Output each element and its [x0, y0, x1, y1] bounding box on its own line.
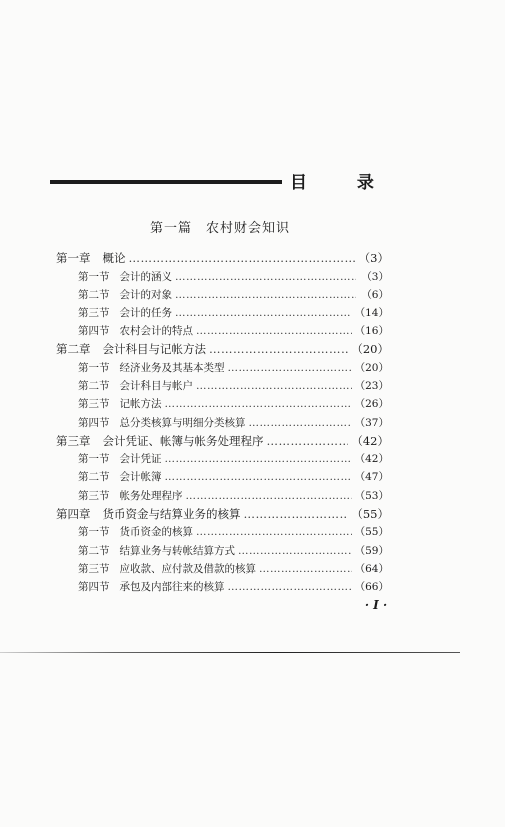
dot-leader	[228, 581, 352, 593]
toc-section-entry	[56, 415, 389, 433]
dot-leader	[175, 289, 356, 301]
toc-chapter-entry	[56, 506, 389, 525]
table-of-contents	[56, 250, 389, 597]
toc-chapter-entry	[56, 341, 389, 360]
page-reference: （53）	[354, 489, 389, 502]
section-number: 第二节	[78, 380, 110, 393]
toc-section-entry	[56, 269, 389, 287]
chapter-number: 第三章	[56, 433, 91, 448]
section-title: 会计的对象	[119, 288, 172, 301]
page-reference: （14）	[354, 306, 389, 319]
page-reference: （6）	[361, 288, 389, 301]
dot-leader	[259, 563, 352, 575]
section-number: 第一节	[78, 361, 110, 374]
section-number: 第三节	[78, 398, 110, 411]
dot-leader	[238, 545, 352, 557]
toc-section-entry	[56, 451, 389, 469]
chapter-title: 会计凭证、帐簿与帐务处理程序	[102, 433, 264, 448]
section-title: 应收款、应付款及借款的核算	[119, 562, 256, 575]
section-number: 第一节	[78, 453, 110, 466]
section-number: 第二节	[78, 544, 110, 557]
section-number: 第三节	[78, 489, 110, 502]
toc-chapter-entry	[56, 433, 389, 452]
section-number: 第一节	[78, 270, 110, 283]
heading-rule	[50, 180, 282, 184]
page-reference: （59）	[354, 544, 389, 557]
page-reference: （47）	[354, 471, 389, 484]
section-title: 结算业务与转帐结算方式	[119, 544, 235, 557]
dot-leader	[196, 380, 352, 392]
dot-leader	[228, 362, 352, 374]
page-reference: （42）	[354, 453, 389, 466]
bottom-rule	[0, 652, 460, 653]
toc-section-entry	[56, 305, 389, 323]
page-reference: （23）	[354, 380, 389, 393]
section-title: 货币资金的核算	[119, 526, 193, 539]
section-number: 第一节	[78, 526, 110, 539]
page-number: · I ·	[364, 598, 388, 612]
section-title: 经济业务及其基本类型	[119, 361, 225, 374]
page-reference: （20）	[354, 361, 389, 374]
page-title: 目 录	[290, 173, 396, 193]
section-title: 会计科目与帐户	[119, 380, 193, 393]
page-reference: （42）	[351, 433, 389, 448]
toc-section-entry	[56, 378, 389, 396]
page-reference: （66）	[354, 581, 389, 593]
dot-leader	[267, 434, 349, 448]
section-title: 帐务处理程序	[119, 489, 183, 502]
section-title: 会计凭证	[119, 453, 162, 466]
toc-chapter-entry	[56, 250, 389, 269]
page-reference: （55）	[354, 526, 389, 539]
toc-section-entry	[56, 396, 389, 414]
page-reference: （64）	[354, 562, 389, 575]
toc-section-entry	[56, 469, 389, 487]
chapter-number: 第四章	[56, 506, 91, 521]
page-reference: （16）	[354, 325, 389, 338]
page-reference: （3）	[358, 251, 389, 265]
section-number: 第三节	[78, 562, 110, 575]
dot-leader	[175, 271, 356, 283]
toc-section-entry	[56, 543, 389, 561]
section-title: 总分类核算与明细分类核算	[119, 416, 246, 429]
page-reference: （55）	[351, 506, 389, 521]
section-number: 第二节	[78, 288, 110, 301]
section-title: 承包及内部往来的核算	[119, 581, 225, 593]
toc-section-entry	[56, 287, 389, 305]
toc-section-entry	[56, 360, 389, 378]
dot-leader	[175, 307, 352, 319]
dot-leader	[196, 325, 352, 337]
page-reference: （37）	[354, 416, 389, 429]
page-reference: （3）	[361, 270, 389, 283]
section-title: 会计帐簿	[119, 471, 162, 484]
section-number: 第三节	[78, 306, 110, 319]
dot-leader	[186, 490, 352, 502]
dot-leader	[165, 453, 352, 465]
toc-section-entry	[56, 323, 389, 341]
chapter-title: 概论	[102, 251, 126, 265]
part-title: 第一篇 农村财会知识	[150, 221, 291, 236]
chapter-title: 货币资金与结算业务的核算	[102, 506, 241, 521]
dot-leader	[249, 417, 352, 429]
chapter-title: 会计科目与记帐方法	[102, 342, 206, 357]
toc-section-entry	[56, 524, 389, 542]
dot-leader	[244, 507, 349, 521]
page-reference: （26）	[354, 398, 389, 411]
section-title: 农村会计的特点	[119, 325, 193, 338]
toc-section-entry	[56, 579, 389, 597]
section-number: 第四节	[78, 416, 110, 429]
toc-section-entry	[56, 561, 389, 579]
dot-leader	[129, 251, 356, 265]
section-number: 第四节	[78, 325, 110, 338]
section-number: 第二节	[78, 471, 110, 484]
chapter-number: 第二章	[56, 342, 91, 357]
section-title: 会计的任务	[119, 306, 172, 319]
page-reference: （20）	[351, 342, 389, 357]
dot-leader	[165, 471, 352, 483]
section-title: 会计的涵义	[119, 270, 172, 283]
section-title: 记帐方法	[119, 398, 162, 411]
dot-leader	[209, 342, 348, 356]
section-number: 第四节	[78, 581, 110, 593]
dot-leader	[196, 526, 352, 538]
dot-leader	[165, 398, 352, 410]
chapter-number: 第一章	[56, 251, 91, 265]
toc-section-entry	[56, 488, 389, 506]
